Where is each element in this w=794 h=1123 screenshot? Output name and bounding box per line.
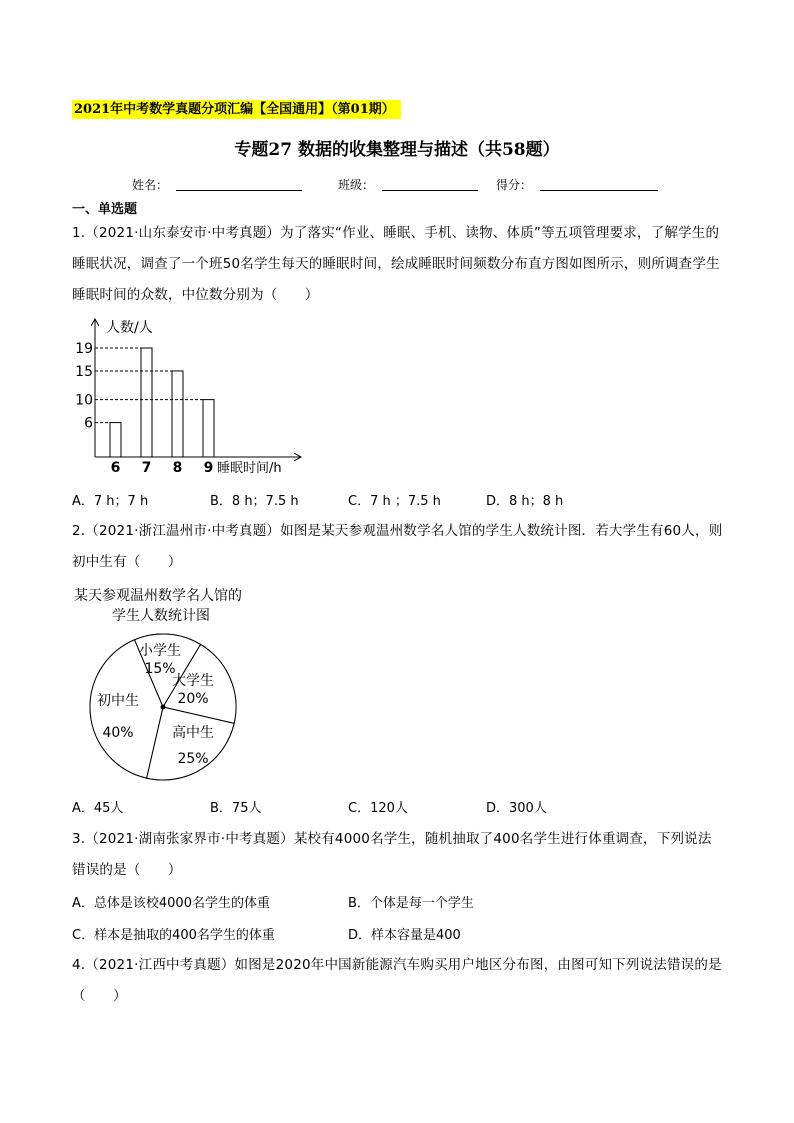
histogram-bar-9 bbox=[203, 400, 214, 457]
x-tick-label-8: 8 bbox=[172, 460, 183, 476]
x-tick-label-6: 6 bbox=[110, 460, 121, 476]
y-tick-label-15: 15 bbox=[75, 363, 93, 380]
histogram-bar-6 bbox=[110, 423, 121, 457]
visitor-pie-chart bbox=[72, 583, 272, 783]
pie-title-line-1: 某天参观温州数学名人馆的 bbox=[74, 588, 242, 604]
q1-option-c[interactable]: C．7 h ；7.5 h bbox=[348, 494, 441, 509]
score-blank[interactable] bbox=[540, 190, 658, 191]
name-label: 姓名： bbox=[132, 178, 169, 192]
pie-slice-label-2: 高中生 bbox=[172, 725, 214, 741]
y-tick-label-6: 6 bbox=[84, 415, 93, 432]
y-axis-label: 人数/人 bbox=[106, 320, 153, 336]
pie-slice-percent-1: 20% bbox=[177, 691, 209, 707]
q1-option-b[interactable]: B．8 h；7.5 h bbox=[210, 494, 299, 509]
q2-option-b[interactable]: B．75人 bbox=[210, 801, 262, 816]
pie-slice-label-0: 小学生 bbox=[139, 643, 181, 659]
y-tick-label-19: 19 bbox=[75, 341, 93, 357]
histogram-bar-8 bbox=[172, 371, 183, 457]
q3-option-b[interactable]: B．个体是每一个学生 bbox=[348, 896, 474, 911]
pie-slice-percent-2: 25% bbox=[177, 751, 209, 767]
pie-slice-label-3: 初中生 bbox=[97, 693, 139, 709]
question-3-text: 3.（2021·湖南张家界市·中考真题）某校有4000名学生，随机抽取了400名学生进行体重调查，下列说法错误的是（ ） bbox=[72, 831, 712, 878]
score-label: 得分： bbox=[496, 178, 533, 192]
pie-slice-label-1: 大学生 bbox=[172, 673, 214, 689]
q1-option-a[interactable]: A．7 h；7 h bbox=[72, 494, 149, 509]
x-axis-label: 睡眠时间/h bbox=[217, 461, 282, 476]
question-4-text: 4.（2021·江西中考真题）如图是2020年中国新能源汽车购买用户地区分布图，由图可知下列说法错误的是（ ） bbox=[72, 957, 722, 1004]
pie-center-dot bbox=[161, 705, 166, 710]
question-2-text: 2.（2021·浙江温州市·中考真题）如图是某天参观温州数学名人馆的学生人数统计图．若大学生有60人，则初中生有（ ） bbox=[72, 523, 723, 570]
question-1-text: 1.（2021·山东泰安市·中考真题）为了落实“作业、睡眠、手机、读物、体质”等五项管理要求，了解学生的睡眠状况，调查了一个班50名学生每天的睡眠时间，绘成睡眠时间频数分布直方图如图所示，则所调查学生睡眠时间的众数，中位数分别为（ ） bbox=[72, 225, 720, 303]
class-label: 班级： bbox=[338, 178, 375, 192]
x-tick-label-7: 7 bbox=[141, 460, 152, 476]
x-tick-label-9: 9 bbox=[203, 460, 214, 476]
sleep-histogram bbox=[72, 312, 312, 484]
document-title: 专题27 数据的收集整理与描述（共58题） bbox=[234, 140, 560, 160]
q2-option-a[interactable]: A．45人 bbox=[72, 801, 124, 816]
q2-option-d[interactable]: D．300人 bbox=[486, 801, 547, 816]
section-heading: 一、单选题 bbox=[72, 202, 138, 217]
q3-option-c[interactable]: C．样本是抽取的400名学生的体重 bbox=[72, 928, 275, 943]
collection-tag: 2021年中考数学真题分项汇编【全国通用】（第01期） bbox=[72, 100, 401, 119]
pie-slice-percent-0: 15% bbox=[144, 661, 176, 677]
q3-option-d[interactable]: D．样本容量是400 bbox=[348, 928, 461, 943]
class-blank[interactable] bbox=[382, 190, 478, 191]
q1-option-d[interactable]: D．8 h；8 h bbox=[486, 494, 564, 509]
histogram-bar-7 bbox=[141, 348, 152, 457]
pie-title-line-2: 学生人数统计图 bbox=[112, 608, 210, 624]
q3-option-a[interactable]: A．总体是该校4000名学生的体重 bbox=[72, 896, 270, 911]
y-tick-label-10: 10 bbox=[75, 392, 93, 409]
pie-slice-percent-3: 40% bbox=[102, 725, 134, 741]
name-blank[interactable] bbox=[176, 190, 302, 191]
q2-option-c[interactable]: C．120人 bbox=[348, 801, 408, 816]
